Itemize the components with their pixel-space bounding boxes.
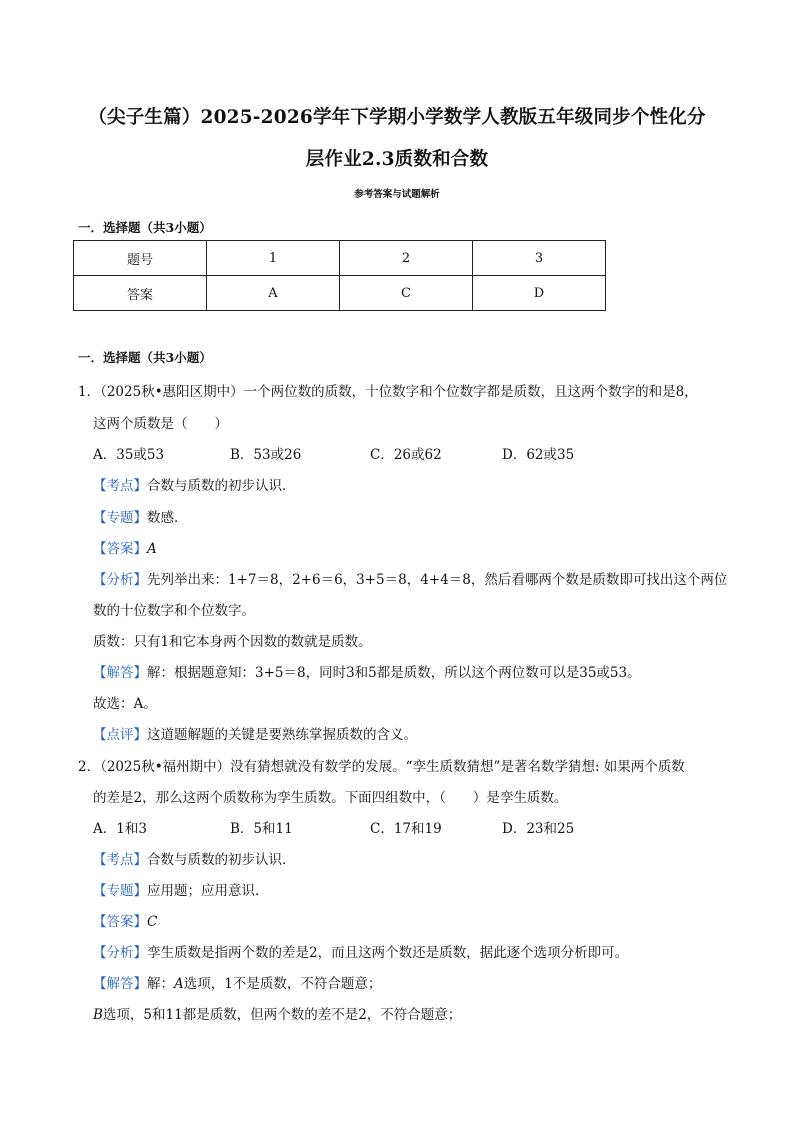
jieda-text: 选项，5和11都是质数，但两个数的差不是2，不符合题意； xyxy=(102,1007,462,1023)
daan-text: A xyxy=(147,541,157,557)
daan-tag: 【答案】 xyxy=(93,541,147,557)
fenxi-tag: 【分析】 xyxy=(93,945,147,961)
q2-stem-line1: 2．（2025秋•福州期中）没有猜想就没有数学的发展。“孪生质数猜想”是著名数学猜想: 如果两个质数 xyxy=(78,759,685,775)
q1-option-d: D．62或35 xyxy=(502,447,575,463)
q2-option-d: D．23和25 xyxy=(502,821,575,837)
jieda-option-letter: B xyxy=(93,1007,103,1023)
q2-zhuanti xyxy=(93,879,269,899)
jieda-tag: 【解答】 xyxy=(93,665,147,681)
fenxi-text: 孪生质数是指两个数的差是2，而且这两个数还是质数，据此逐个选项分析即可。 xyxy=(147,945,629,961)
fenxi-tag: 【分析】 xyxy=(93,572,147,588)
q2-daan xyxy=(93,910,157,930)
q2-option-b: B．5和11 xyxy=(230,821,293,837)
q1-dianping xyxy=(93,723,417,743)
q1-jieda xyxy=(93,661,641,681)
q1-fenxi-line1 xyxy=(93,568,727,588)
table-cell: C xyxy=(340,276,473,311)
kaodian-text: 合数与质数的初步认识． xyxy=(147,478,296,494)
section-heading-questions: 一．选择题（共3小题） xyxy=(78,350,212,365)
zhuanti-text: 应用题；应用意识． xyxy=(147,883,269,899)
q1-daan xyxy=(93,537,157,557)
q1-fenxi-line3: 质数：只有1和它本身两个因数的数就是质数。 xyxy=(93,634,372,650)
kaodian-text: 合数与质数的初步认识． xyxy=(147,852,296,868)
table-cell: 答案 xyxy=(74,276,207,311)
jieda-text: 解： xyxy=(147,976,174,992)
answer-table xyxy=(73,240,606,311)
q1-option-b: B．53或26 xyxy=(230,447,302,463)
jieda-text: 解：根据题意知：3+5＝8，同时3和5都是质数，所以这个两位数可以是35或53。 xyxy=(147,665,641,681)
document-title-line2: 层作业2.3质数和合数 xyxy=(305,149,489,170)
table-cell: D xyxy=(473,276,606,311)
q1-kaodian xyxy=(93,474,296,494)
table-cell: 3 xyxy=(473,241,606,276)
table-cell: A xyxy=(207,276,340,311)
q2-jieda-line2 xyxy=(93,1003,461,1023)
daan-tag: 【答案】 xyxy=(93,914,147,930)
table-row xyxy=(74,241,606,276)
jieda-text: 选项，1不是质数，不符合题意； xyxy=(183,976,382,992)
q1-fenxi-line2: 数的十位数字和个位数字。 xyxy=(93,603,255,619)
table-cell: 2 xyxy=(340,241,473,276)
q1-guxuan: 故选：A。 xyxy=(93,696,157,712)
dianping-text: 这道题解题的关键是要熟练掌握质数的含义。 xyxy=(147,727,417,743)
dianping-tag: 【点评】 xyxy=(93,727,147,743)
q2-kaodian xyxy=(93,848,296,868)
q2-fenxi xyxy=(93,941,628,961)
q1-option-c: C．26或62 xyxy=(370,447,442,463)
q1-zhuanti xyxy=(93,506,188,526)
jieda-option-letter: A xyxy=(174,976,184,992)
q1-stem-line1: 1．（2025秋•惠阳区期中）一个两位数的质数，十位数字和个位数字都是质数，且这两个数字的和是8， xyxy=(78,384,698,400)
q1-option-a: A．35或53 xyxy=(93,447,165,463)
q2-jieda-line1 xyxy=(93,972,381,992)
fenxi-text: 先列举出来：1+7＝8，2+6＝6，3+5＝8，4+4＝8，然后看哪两个数是质数即可找出这个两位 xyxy=(147,572,728,588)
q2-option-a: A．1和3 xyxy=(93,821,147,837)
zhuanti-text: 数感． xyxy=(147,510,188,526)
zhuanti-tag: 【专题】 xyxy=(93,510,147,526)
section-heading-answers: 一．选择题（共3小题） xyxy=(78,220,212,235)
table-cell: 1 xyxy=(207,241,340,276)
zhuanti-tag: 【专题】 xyxy=(93,883,147,899)
daan-text: C xyxy=(147,914,158,930)
document-subtitle: 参考答案与试题解析 xyxy=(354,189,440,200)
q2-stem-line2: 的差是2，那么这两个质数称为孪生质数。下面四组数中，（ ）是孪生质数。 xyxy=(93,790,568,806)
q1-stem-line2: 这两个质数是（ ） xyxy=(93,416,228,432)
document-title-line1: （尖子生篇）2025-2026学年下学期小学数学人教版五年级同步个性化分 xyxy=(88,107,706,128)
table-row xyxy=(74,276,606,311)
jieda-tag: 【解答】 xyxy=(93,976,147,992)
q2-option-c: C．17和19 xyxy=(370,821,442,837)
kaodian-tag: 【考点】 xyxy=(93,478,147,494)
table-cell: 题号 xyxy=(74,241,207,276)
kaodian-tag: 【考点】 xyxy=(93,852,147,868)
